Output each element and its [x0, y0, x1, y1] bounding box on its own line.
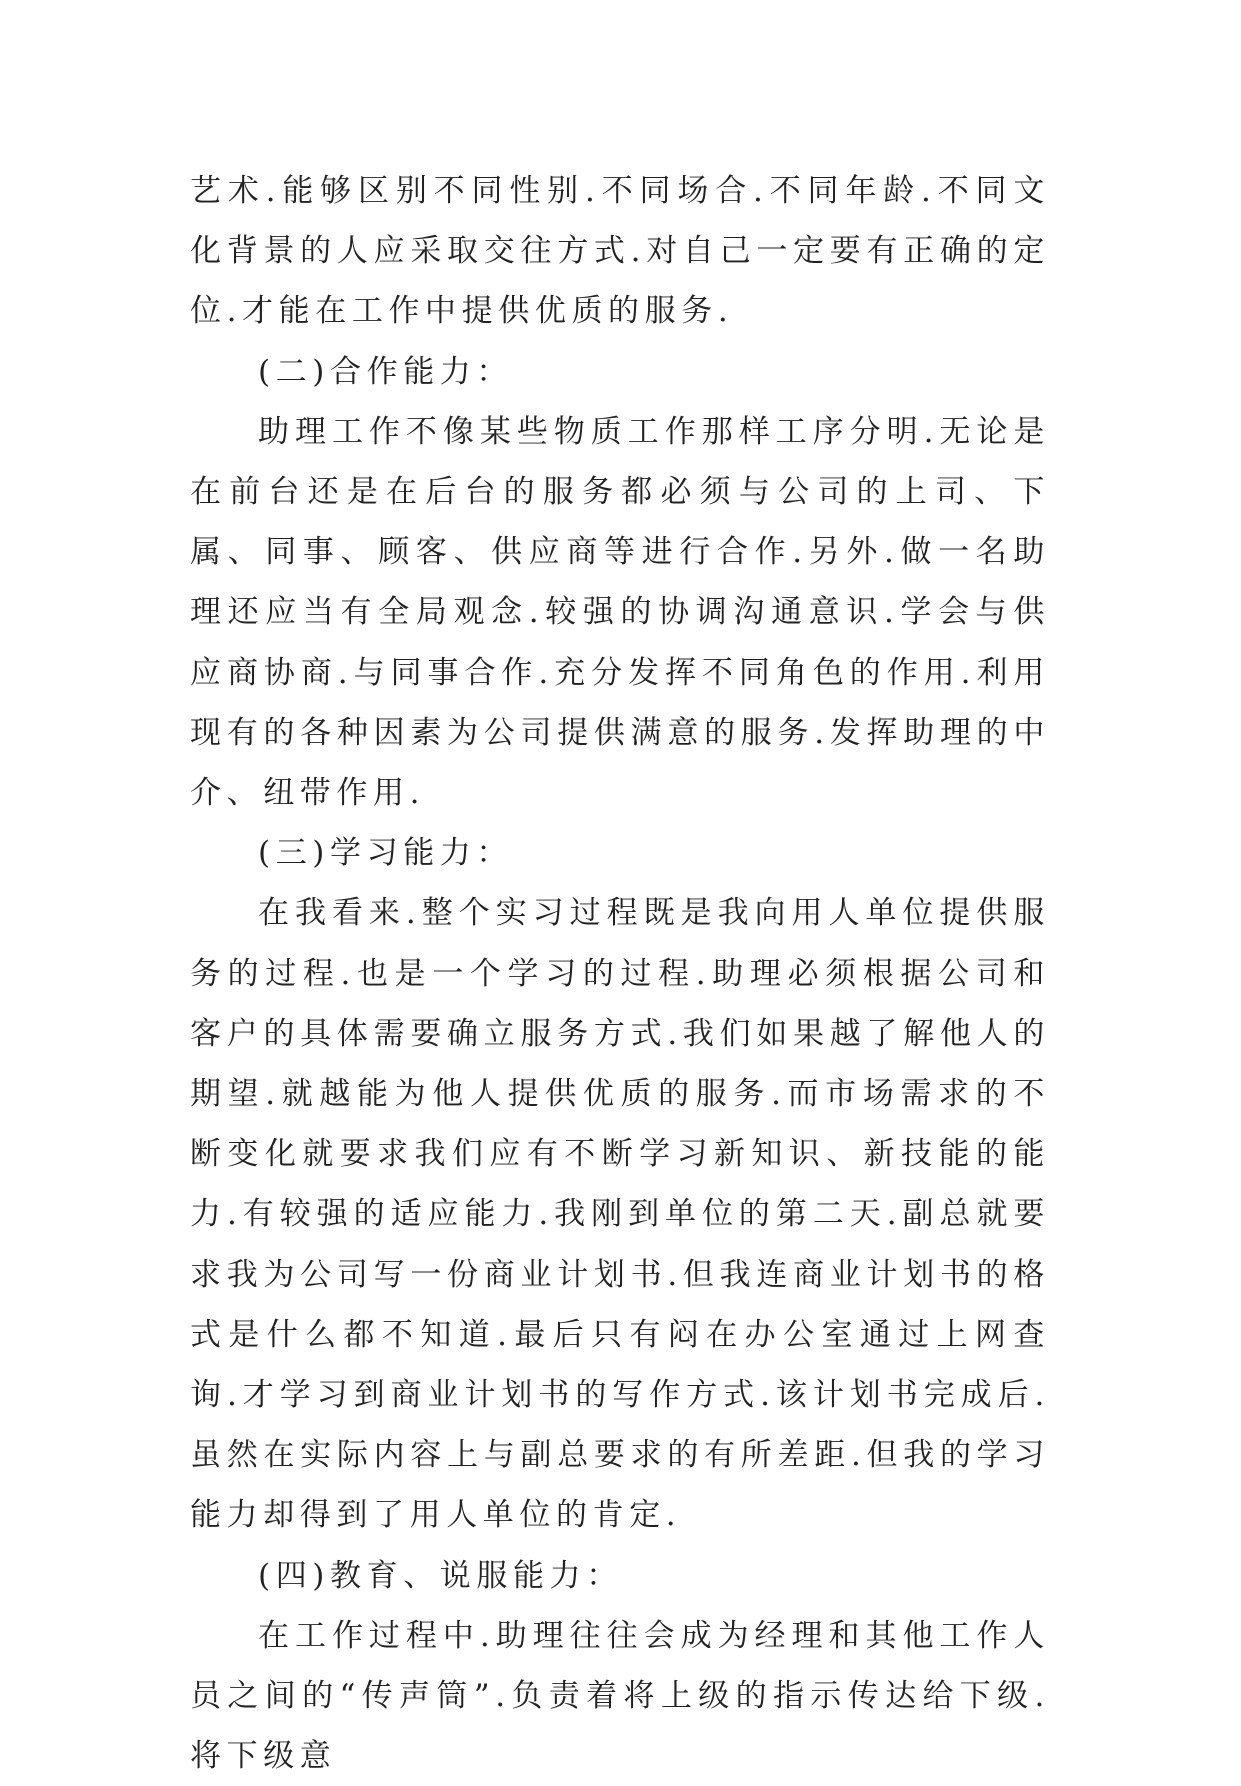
document-body [190, 161, 1050, 1786]
paragraph-continued: 艺术.能够区别不同性别.不同场合.不同年龄.不同文化背景的人应采取交往方式.对自己一定要有正确的定位.才能在工作中提供优质的服务. [190, 173, 1050, 330]
section-heading-learning: (三)学习能力： [258, 835, 513, 872]
paragraph-learning: 在我看来.整个实习过程既是我向用人单位提供服务的过程.也是一个学习的过程.助理必须根据公司和客户的具体需要确立服务方式.我们如果越了解他人的期望.就越能为他人提供优质的服务.而市场需求的不断变化就要求我们应有不断学习新知识、新技能的能力.有较强的适应能力.我刚到单位的第二天.副总就要求我为公司写一份商业计划书.但我连商业计划书的格式是什么都不知道.最后只有闷在办公室通过上网查询.才学习到商业计划书的写作方式.该计划书完成后.虽然在实际内容上与副总要求的有所差距.但我的学习能力却得到了用人单位的肯定. [190, 895, 1050, 1534]
section-heading-cooperation: (二)合作能力： [258, 353, 513, 390]
paragraph-persuasion: 在工作过程中.助理往往会成为经理和其他工作人员之间的“传声筒”.负责着将上级的指示传达给下级.将下级意 [190, 1617, 1050, 1775]
paragraph-cooperation: 助理工作不像某些物质工作那样工序分明.无论是在前台还是在后台的服务都必须与公司的上司、下属、同事、顾客、供应商等进行合作.另外.做一名助理还应当有全局观念.较强的协调沟通意识.学会与供应商协商.与同事合作.充分发挥不同角色的作用.利用现有的各种因素为公司提供满意的服务.发挥助理的中介、纽带作用. [190, 413, 1050, 812]
section-heading-persuasion: (四)教育、说服能力： [258, 1557, 623, 1594]
